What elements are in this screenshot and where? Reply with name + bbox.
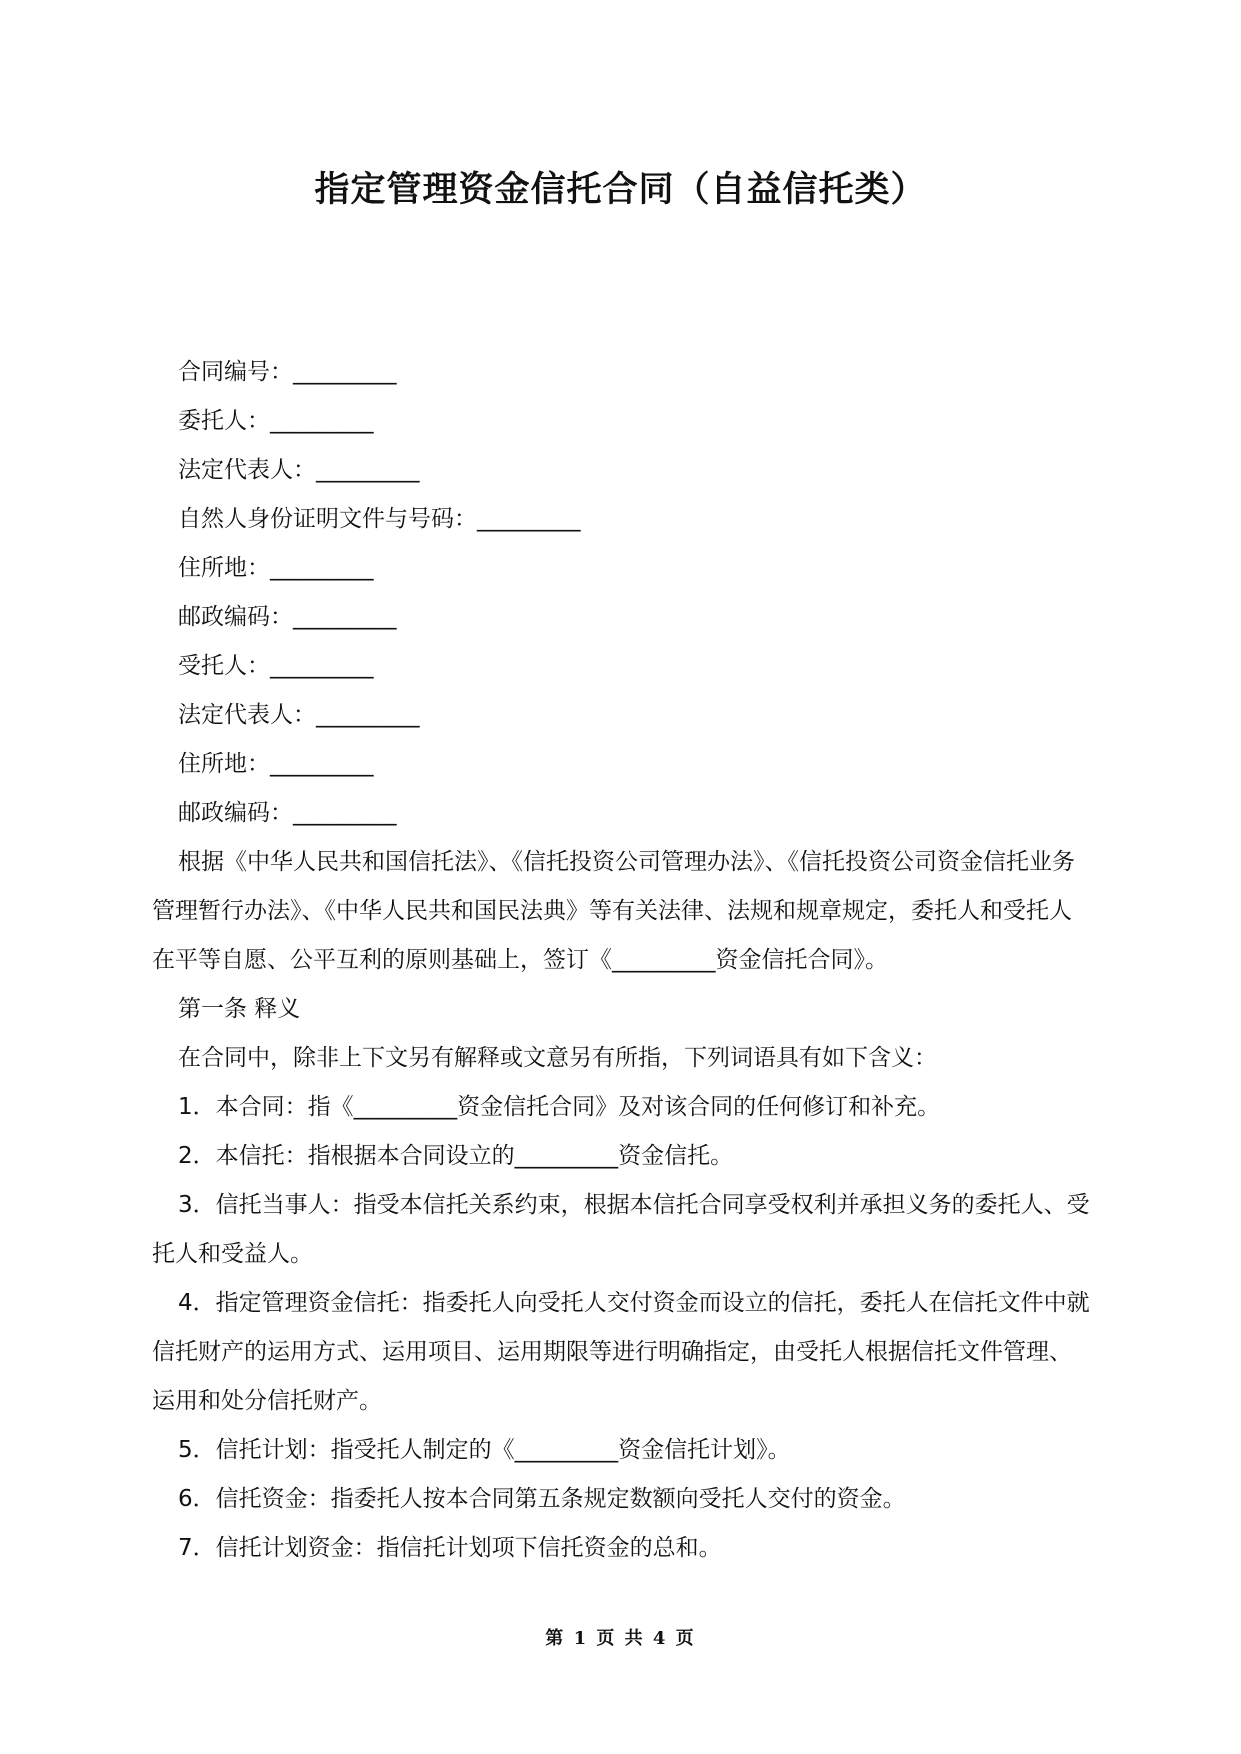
definition-item: 1．本合同：指《_________资金信托合同》及对该合同的任何修订和补充。 <box>178 1094 941 1120</box>
page-number: 第 1 页 共 4 页 <box>545 1628 696 1649</box>
definition-item: 2．本信托：指根据本合同设立的_________资金信托。 <box>178 1143 734 1169</box>
document-body <box>152 348 1092 1573</box>
field-trustor-legal-rep: 法定代表人：_________ <box>178 457 420 483</box>
field-trustor: 委托人：_________ <box>178 408 374 434</box>
paragraph-definitions-intro: 在合同中，除非上下文另有解释或文意另有所指，下列词语具有如下含义： <box>178 1045 937 1071</box>
definition-item: 6．信托资金：指委托人按本合同第五条规定数额向受托人交付的资金。 <box>178 1486 906 1512</box>
paragraph-preamble: 根据《中华人民共和国信托法》、《信托投资公司管理办法》、《信托投资公司资金信托业务管理暂行办法》、《中华人民共和国民法典》等有关法律、法规和规章规定，委托人和受托人在平等自愿、公平互利的原则基础上，签订《_________资金信托合同》。 <box>152 849 1075 973</box>
definition-item: 7．信托计划资金：指信托计划项下信托资金的总和。 <box>178 1535 722 1561</box>
field-trustee-address: 住所地：_________ <box>178 751 374 777</box>
definition-item: 3．信托当事人：指受本信托关系约束，根据本信托合同享受权利并承担义务的委托人、受托人和受益人。 <box>152 1192 1090 1267</box>
field-trustee: 受托人：_________ <box>178 653 374 679</box>
field-trustee-legal-rep: 法定代表人：_________ <box>178 702 420 728</box>
field-trustor-address: 住所地：_________ <box>178 555 374 581</box>
field-contract-number: 合同编号：_________ <box>178 359 397 385</box>
field-trustor-postcode: 邮政编码：_________ <box>178 604 397 630</box>
definition-item: 5．信托计划：指受托人制定的《_________资金信托计划》。 <box>178 1437 791 1463</box>
field-trustee-postcode: 邮政编码：_________ <box>178 800 397 826</box>
field-id-document: 自然人身份证明文件与号码：_________ <box>178 506 581 532</box>
article-heading: 第一条 释义 <box>178 996 301 1022</box>
definition-item: 4．指定管理资金信托：指委托人向受托人交付资金而设立的信托，委托人在信托文件中就信托财产的运用方式、运用项目、运用期限等进行明确指定，由受托人根据信托文件管理、运用和处分信托财产。 <box>152 1290 1090 1414</box>
document-title: 指定管理资金信托合同（自益信托类） <box>314 170 927 210</box>
